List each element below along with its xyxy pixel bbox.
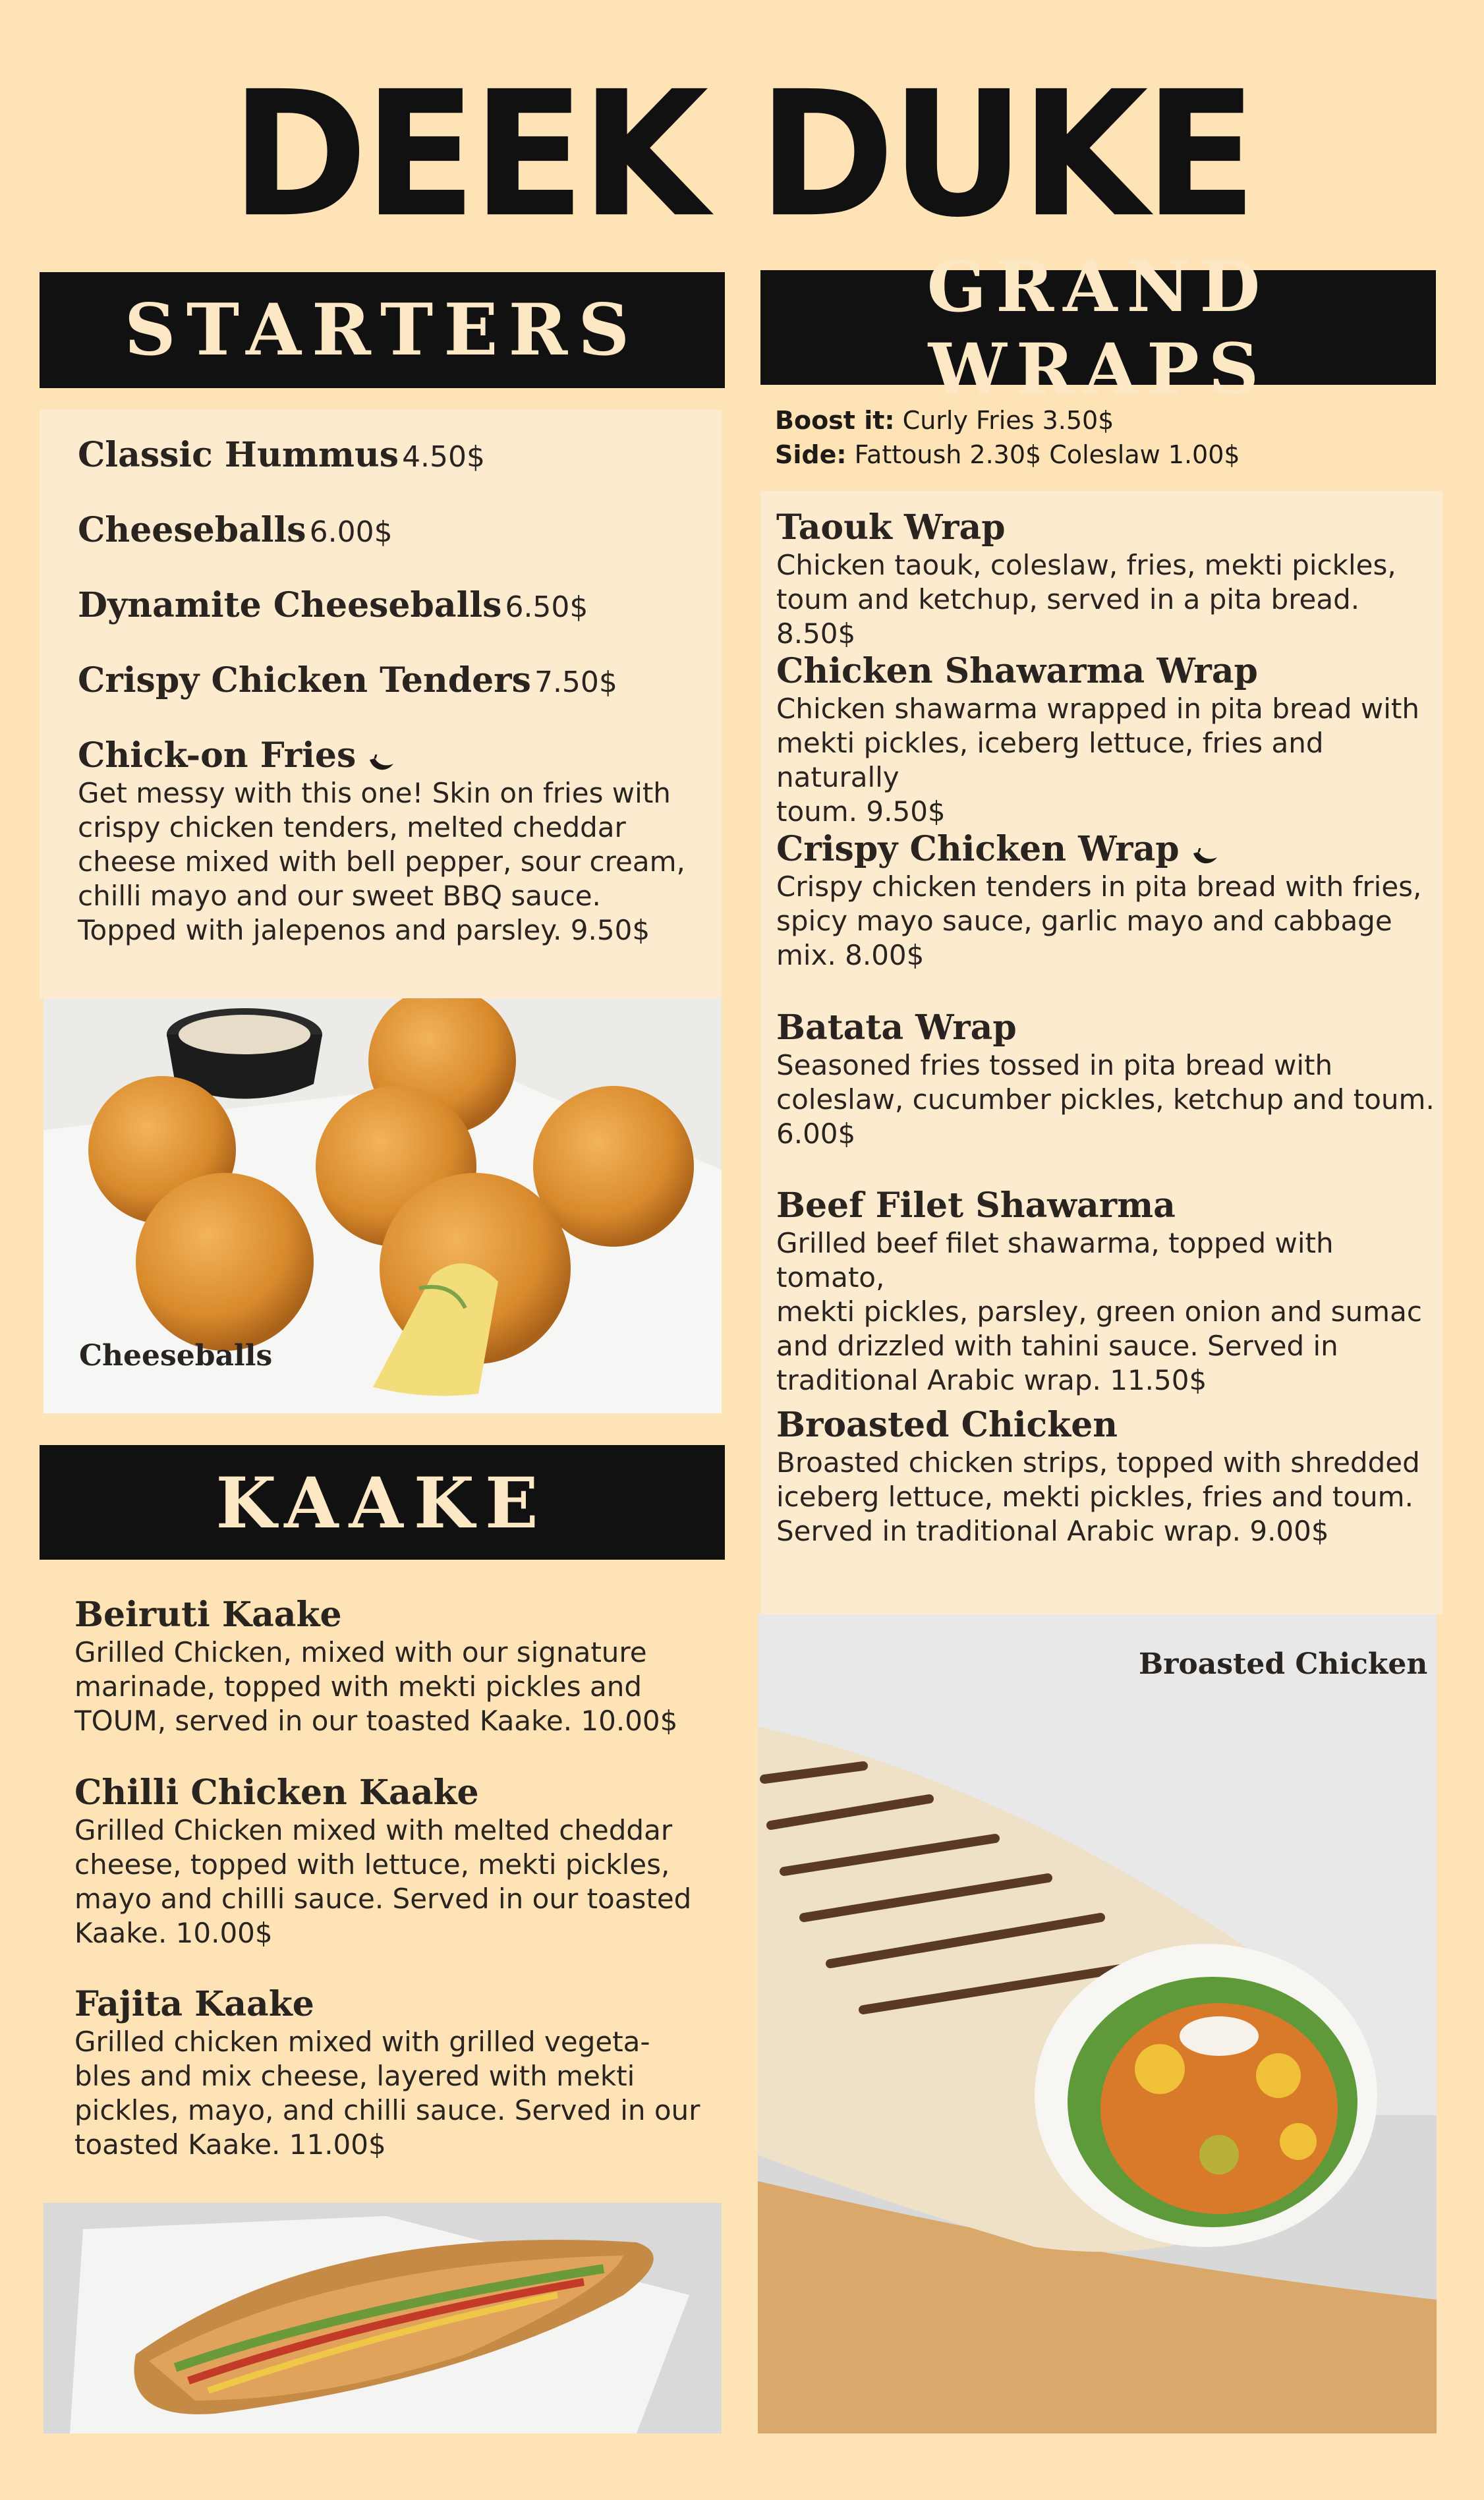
menu-item-classic-hummus: Classic Hummus 4.50$ [78, 435, 486, 475]
chili-icon [368, 754, 395, 774]
menu-item-taouk-wrap: Taouk Wrap Chicken taouk, coleslaw, fries, mekti pickles, toum and ketchup, served in a pita bread. 8.50$ [776, 507, 1396, 650]
cheeseballs-caption: Cheeseballs [79, 1339, 273, 1373]
menu-item-broasted-chicken: Broasted Chicken Broasted chicken strips, topped with shredded iceberg lettuce, mekti pickles, fries and toum. Served in traditional Arabic wrap. 9.00$ [776, 1405, 1420, 1547]
menu-item-cheeseballs: Cheeseballs 6.00$ [78, 510, 393, 550]
kaake-panel [40, 1560, 722, 2203]
menu-item-dynamite-cheeseballs: Dynamite Cheeseballs 6.50$ [78, 585, 588, 625]
boost-line: Boost it: Curly Fries 3.50$ [775, 406, 1114, 435]
cheeseballs-photo [43, 998, 722, 1413]
kaake-photo [43, 2203, 722, 2433]
menu-item-crispy-chicken-wrap: Crispy Chicken Wrap Crispy chicken tenders in pita bread with fries, spicy mayo sauce, garlic mayo and cabbage mix. 8.00$ [776, 829, 1422, 971]
menu-item-beiruti-kaake: Beiruti Kaake Grilled Chicken, mixed with our signature marinade, topped with mekti pickles and TOUM, served in our toasted Kaake. 10.00$ [74, 1595, 678, 1737]
kaake-heading: KAAKE [40, 1445, 725, 1560]
menu-item-chicken-shawarma-wrap: Chicken Shawarma Wrap Chicken shawarma wrapped in pita bread with mekti pickles, iceberg lettuce, fries and naturally toum. 9.50$ [776, 651, 1419, 828]
side-line: Side: Fattoush 2.30$ Coleslaw 1.00$ [775, 440, 1240, 469]
menu-item-chick-on-fries: Chick-on Fries Get messy with this one! Skin on fries with crispy chicken tenders, melted cheddar cheese mixed with bell pepper, sour cream, chilli mayo and our sweet BBQ sauce. Topped with jalepenos and parsley. 9.50$ [78, 735, 685, 946]
grand-wraps-panel [760, 491, 1442, 1614]
chili-icon [1192, 848, 1218, 868]
menu-item-crispy-chicken-tenders: Crispy Chicken Tenders 7.50$ [78, 660, 617, 700]
menu-item-beef-filet-shawarma: Beef Filet Shawarma Grilled beef filet shawarma, topped with tomato, mekti pickles, parsley, green onion and sumac and drizzled with tahini sauce. Served in traditional Arabic wrap. 11.50$ [776, 1185, 1422, 1396]
starters-heading: STARTERS [40, 272, 725, 388]
broasted-chicken-caption: Broasted Chicken [1139, 1647, 1428, 1681]
broasted-chicken-photo [758, 1614, 1437, 2433]
menu-item-fajita-kaake: Fajita Kaake Grilled chicken mixed with grilled vegeta- bles and mix cheese, layered with mekti pickles, mayo, and chilli sauce. Served in our toasted Kaake. 11.00$ [74, 1984, 700, 2161]
starters-panel [40, 410, 722, 998]
grand-wraps-heading: GRAND WRAPS [760, 270, 1436, 385]
menu-item-chilli-chicken-kaake: Chilli Chicken Kaake Grilled Chicken mixed with melted cheddar cheese, topped with lettuce, mekti pickles, mayo and chilli sauce. Served in our toasted Kaake. 10.00$ [74, 1773, 692, 1949]
brand-logo: DEEK DUKE [231, 53, 1253, 256]
add-ons-info [775, 403, 1240, 472]
broasted-chicken-image [758, 1614, 1437, 2433]
menu-item-batata-wrap: Batata Wrap Seasoned fries tossed in pita bread with coleslaw, cucumber pickles, ketchup and toum. 6.00$ [776, 1008, 1435, 1150]
kaake-image [43, 2203, 722, 2433]
